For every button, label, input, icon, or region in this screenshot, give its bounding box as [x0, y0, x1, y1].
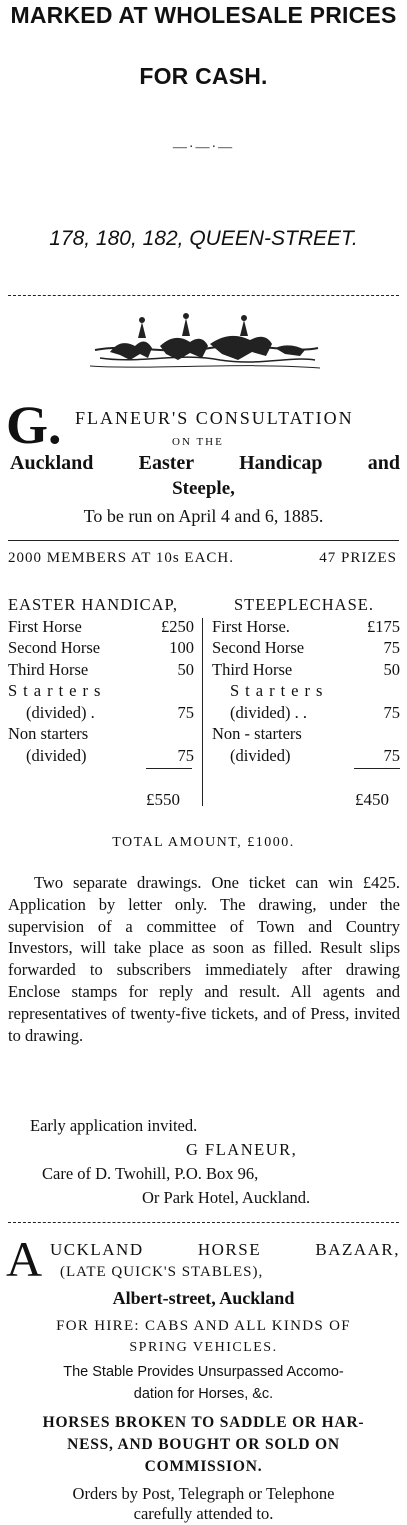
hire-line-2: SPRING VEHICLES. — [129, 1340, 278, 1355]
care-of-address: Care of D. Twohill, P.O. Box 96, — [42, 1164, 259, 1183]
bazaar-street: Albert-street, Auckland — [112, 1288, 295, 1308]
steeple-row: First Horse. £175 — [212, 616, 400, 636]
easter-row: Third Horse 50 — [8, 659, 194, 679]
prizes-count: 47 PRIZES — [319, 550, 397, 566]
early-application: Early application invited. — [30, 1116, 198, 1135]
easter-row: (divided) . 75 — [26, 702, 194, 722]
easter-sum-line — [146, 768, 192, 769]
easter-row: First Horse £250 — [8, 616, 194, 636]
event-line-2: Steeple, — [172, 478, 235, 499]
drop-cap-g: G. — [6, 395, 62, 455]
easter-row: Non starters — [8, 724, 89, 743]
terms-paragraph: Two separate drawings. One ticket can win £425. Application by letter only. The drawing, under the supervision of a committee of Town and Country Investors, will take place as soon as filled. Result slips forwarded to subscribers immediately after drawing Enclose stamps for reply and result. All agents and representatives of twenty-five tickets, and of Press, invited to drawing. — [8, 873, 400, 1045]
consultation-title: FLANEUR'S CONSULTATION — [75, 408, 354, 428]
orders-line-1: Orders by Post, Telegraph or Telephone — [72, 1484, 335, 1503]
race-dates: To be run on April 4 and 6, 1885. — [83, 506, 324, 526]
separator-dashes: —·—·— — [172, 140, 235, 155]
members-count: 2000 MEMBERS AT 10s EACH. — [8, 550, 235, 566]
easter-row: Starters — [8, 681, 107, 700]
orders-line-2: carefully attended to. — [133, 1504, 274, 1523]
headline-wholesale: MARKED AT WHOLESALE PRICES — [10, 2, 397, 28]
on-the-label: ON THE — [172, 436, 224, 448]
column-divider — [202, 618, 203, 806]
broken-line-2: NESS, AND BOUGHT OR SOLD ON — [67, 1436, 340, 1453]
steeple-sum-line — [354, 768, 400, 769]
steeple-total: £450 — [355, 790, 389, 809]
divider-members — [8, 540, 399, 541]
bazaar-title: UCKLAND HORSE BAZAAR, — [50, 1240, 400, 1259]
easter-row: Second Horse 100 — [8, 638, 194, 657]
steeple-row: Starters — [230, 681, 329, 700]
stable-line-2: dation for Horses, &c. — [133, 1386, 274, 1402]
hire-line-1: FOR HIRE: CABS AND ALL KINDS OF — [56, 1318, 351, 1334]
steeple-row: Second Horse 75 — [212, 638, 400, 657]
stable-line-1: The Stable Provides Unsurpassed Accomo- — [63, 1364, 344, 1380]
event-line-1: Auckland Easter Handicap and — [10, 452, 400, 474]
total-amount: TOTAL AMOUNT, £1000. — [112, 835, 295, 850]
easter-heading: EASTER HANDICAP, — [8, 595, 179, 614]
steeple-row: (divided) 75 — [230, 745, 400, 765]
drop-cap-a: A — [6, 1231, 43, 1287]
broken-line-1: HORSES BROKEN TO SADDLE OR HAR- — [42, 1414, 365, 1431]
steeple-row: (divided) . . 75 — [230, 702, 400, 722]
street-address: 178, 180, 182, QUEEN-STREET. — [49, 227, 358, 250]
bazaar-former-name: (LATE QUICK'S STABLES), — [60, 1264, 264, 1280]
easter-total: £550 — [146, 790, 180, 809]
broken-line-3: COMMISSION. — [144, 1458, 263, 1475]
hotel-address: Or Park Hotel, Auckland. — [142, 1188, 311, 1207]
section-divider-bottom — [8, 1222, 399, 1223]
steeple-row: Third Horse 50 — [212, 659, 400, 679]
easter-row: (divided) 75 — [26, 745, 194, 765]
section-divider-top — [8, 295, 399, 296]
steeple-row: Non - starters — [212, 724, 302, 743]
easter-handicap-column — [8, 594, 194, 766]
steeple-heading: STEEPLECHASE. — [234, 595, 374, 614]
horse-hunt-engraving — [90, 308, 320, 378]
headline-for-cash: FOR CASH. — [139, 63, 268, 89]
steeplechase-column — [212, 594, 400, 766]
signature-flaneur: G FLANEUR, — [186, 1140, 298, 1159]
